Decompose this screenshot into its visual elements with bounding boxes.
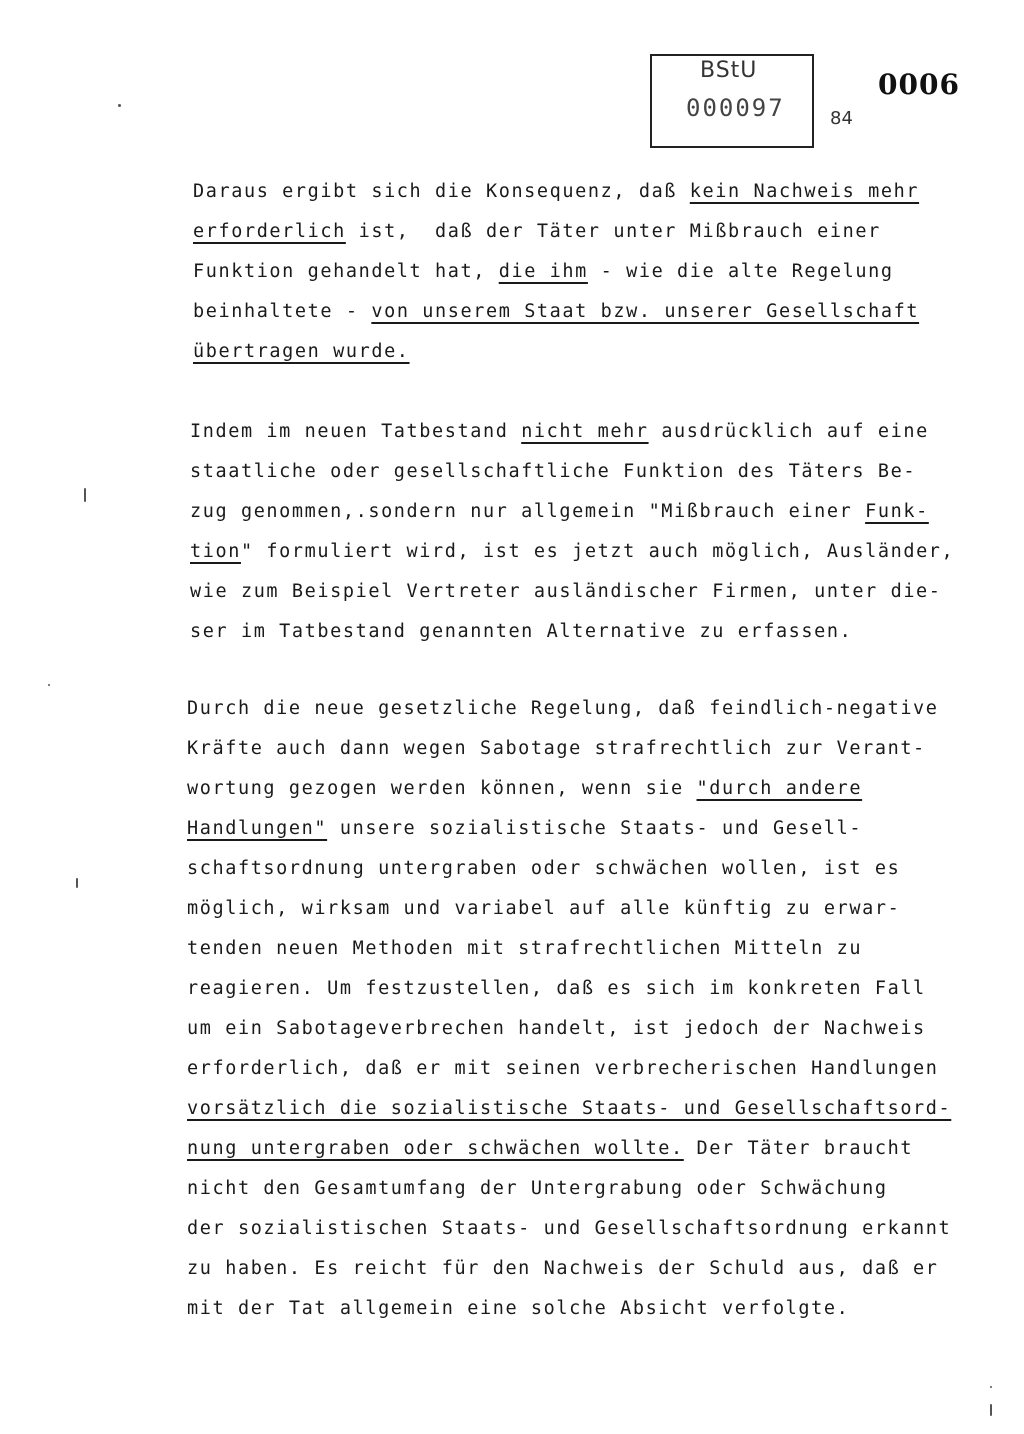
underlined-text: tion bbox=[190, 541, 241, 562]
text-segment: Daraus ergibt sich die Konsequenz, daß bbox=[193, 181, 690, 202]
scan-speck bbox=[84, 488, 86, 502]
text-line bbox=[187, 737, 926, 761]
text-line bbox=[193, 260, 894, 284]
text-line bbox=[190, 540, 954, 564]
text-segment: ist, daß der Täter unter Mißbrauch einer bbox=[345, 221, 881, 242]
archive-page-number: 0006 bbox=[878, 68, 960, 101]
text-segment: zu haben. Es reicht für den Nachweis der Schuld aus, daß er bbox=[187, 1258, 939, 1279]
text-line bbox=[190, 460, 916, 484]
text-segment: erforderlich, daß er mit seinen verbrecherischen Handlungen bbox=[187, 1058, 939, 1079]
text-segment: Kräfte auch dann wegen Sabotage strafrechtlich zur Verant- bbox=[187, 738, 926, 759]
text-line bbox=[190, 580, 942, 604]
text-segment: Funktion gehandelt hat, bbox=[193, 261, 499, 282]
text-segment: staatliche oder gesellschaftliche Funktion des Täters Be- bbox=[190, 461, 917, 482]
text-line bbox=[187, 817, 862, 841]
text-line bbox=[190, 420, 929, 444]
text-line bbox=[187, 1257, 939, 1281]
scan-speck bbox=[76, 878, 78, 888]
text-segment: ser im Tatbestand genannten Alternative zu erfassen. bbox=[190, 621, 853, 642]
stamp-serial-number: 000097 bbox=[686, 94, 785, 122]
underlined-text: nicht mehr bbox=[521, 421, 649, 442]
text-segment: beinhaltete - bbox=[193, 301, 372, 322]
text-segment: möglich, wirksam und variabel auf alle künftig zu erwar- bbox=[187, 898, 901, 919]
text-segment: unsere sozialistische Staats- und Gesell- bbox=[327, 818, 863, 839]
text-segment: - wie die alte Regelung bbox=[587, 261, 894, 282]
text-segment: mit der Tat allgemein eine solche Absicht verfolgte. bbox=[187, 1298, 850, 1319]
text-line bbox=[190, 620, 852, 644]
text-segment: nicht den Gesamtumfang der Untergrabung oder Schwächung bbox=[187, 1178, 888, 1199]
text-segment: Indem im neuen Tatbestand bbox=[190, 421, 522, 442]
text-line bbox=[187, 1017, 926, 1041]
underlined-text: von unserem Staat bzw. unserer Gesellschaft bbox=[371, 301, 920, 322]
underlined-text: Funk- bbox=[865, 501, 929, 522]
text-segment: um ein Sabotageverbrechen handelt, ist jedoch der Nachweis bbox=[187, 1018, 926, 1039]
text-segment: wortung gezogen werden können, wenn sie bbox=[187, 778, 697, 799]
text-segment: reagieren. Um festzustellen, daß es sich im konkreten Fall bbox=[187, 978, 926, 999]
text-line bbox=[193, 300, 919, 324]
text-segment: der sozialistischen Staats- und Gesellschaftsordnung erkannt bbox=[187, 1218, 952, 1239]
text-line bbox=[193, 180, 919, 204]
text-segment: schaftsordnung untergraben oder schwächen wollen, ist es bbox=[187, 858, 901, 879]
text-segment: Durch die neue gesetzliche Regelung, daß feindlich-negative bbox=[187, 698, 939, 719]
page-number: 84 bbox=[830, 108, 853, 129]
scan-speck bbox=[118, 104, 121, 107]
stamp-agency-label: BStU bbox=[700, 58, 758, 83]
text-line bbox=[187, 1297, 849, 1321]
underlined-text: vorsätzlich die sozialistische Staats- und Gesellschaftsord- bbox=[187, 1098, 952, 1119]
text-line bbox=[187, 857, 900, 881]
underlined-text: übertragen wurde. bbox=[193, 341, 410, 362]
underlined-text: nung untergraben oder schwächen wollte. bbox=[187, 1138, 684, 1159]
scan-speck bbox=[990, 1386, 992, 1388]
text-line bbox=[187, 777, 862, 801]
text-line bbox=[187, 1217, 951, 1241]
scan-speck bbox=[990, 1404, 992, 1416]
text-segment: tenden neuen Methoden mit strafrechtlichen Mitteln zu bbox=[187, 938, 863, 959]
text-segment: zug genommen,.sondern nur allgemein "Mißbrauch einer bbox=[190, 501, 866, 522]
text-line bbox=[187, 937, 862, 961]
text-line bbox=[187, 1097, 951, 1121]
text-line bbox=[187, 1177, 888, 1201]
underlined-text: "durch andere bbox=[696, 778, 863, 799]
text-line bbox=[187, 977, 926, 1001]
text-line bbox=[187, 897, 900, 921]
text-line bbox=[193, 220, 881, 244]
underlined-text: die ihm bbox=[498, 261, 588, 282]
underlined-text: kein Nachweis mehr bbox=[689, 181, 920, 202]
text-segment: Der Täter braucht bbox=[683, 1138, 914, 1159]
text-segment: wie zum Beispiel Vertreter ausländischer Firmen, unter die- bbox=[190, 581, 942, 602]
underlined-text: erforderlich bbox=[193, 221, 346, 242]
scan-speck bbox=[48, 684, 50, 686]
text-line bbox=[187, 697, 939, 721]
text-line bbox=[187, 1057, 939, 1081]
text-line bbox=[190, 500, 929, 524]
text-segment: " formuliert wird, ist es jetzt auch möglich, Ausländer, bbox=[240, 541, 955, 562]
text-line bbox=[193, 340, 410, 364]
text-segment: ausdrücklich auf eine bbox=[648, 421, 929, 442]
underlined-text: Handlungen" bbox=[187, 818, 328, 839]
text-line bbox=[187, 1137, 913, 1161]
